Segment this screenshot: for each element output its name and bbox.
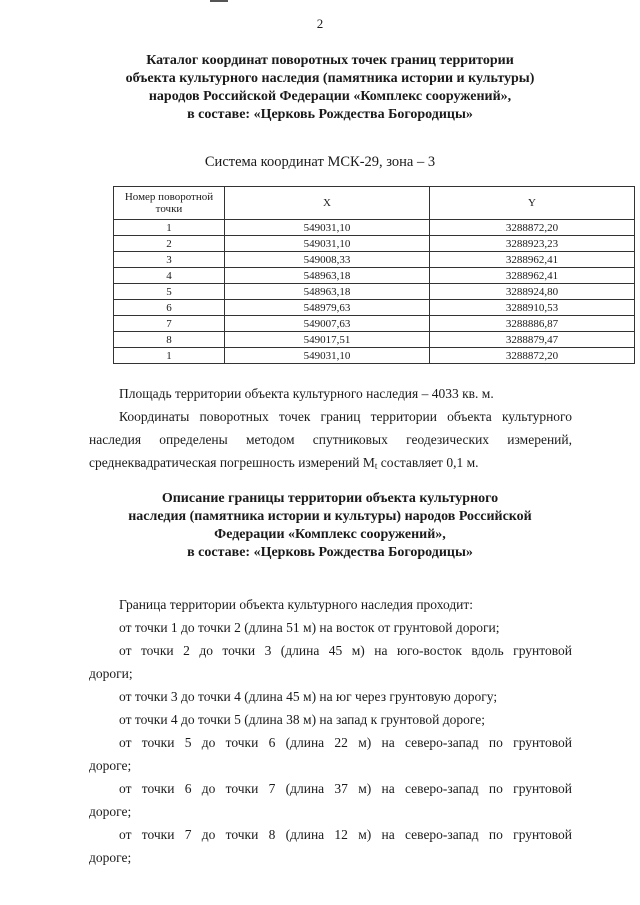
accuracy-subscript: t: [374, 461, 378, 471]
cell-y: 3288872,20: [430, 348, 635, 364]
scan-mark: [210, 0, 228, 2]
cell-point: 4: [114, 268, 225, 284]
table-row: [114, 252, 635, 268]
cell-y: 3288872,20: [430, 220, 635, 236]
table-row: [114, 316, 635, 332]
boundary-description: [89, 593, 572, 869]
catalog-heading-line: народов Российской Федерации «Комплекс сооружений»,: [148, 89, 512, 104]
table-row: [114, 236, 635, 252]
catalog-heading-line: в составе: «Церковь Рождества Богородицы»: [187, 107, 473, 122]
table-row: [114, 268, 635, 284]
column-header-y: Y: [430, 187, 635, 220]
accuracy-line: среднеквадратическая погрешность измерений $M_t$ составляет 0,1 м.: [89, 455, 479, 471]
table-row: [114, 348, 635, 364]
description-heading-line: в составе: «Церковь Рождества Богородицы»: [187, 545, 473, 560]
method-line: наследия определены методом спутниковых геодезических измерений,: [89, 432, 572, 447]
description-heading: [80, 490, 580, 562]
cell-point: 1: [114, 348, 225, 364]
segment-2-3-continued: дороги;: [89, 666, 133, 681]
cell-point: 1: [114, 220, 225, 236]
table-header-row: [114, 187, 635, 220]
cell-x: 549031,10: [225, 348, 430, 364]
cell-point: 7: [114, 316, 225, 332]
cell-point: 3: [114, 252, 225, 268]
column-header-point: Номер поворотной точки: [114, 187, 225, 220]
segment-7-8-continued: дороге;: [89, 850, 132, 865]
catalog-heading: [80, 52, 580, 124]
coordinate-system: Система координат МСК-29, зона – 3: [204, 154, 436, 170]
method-line: Координаты поворотных точек границ территории объекта культурного: [119, 409, 572, 424]
cell-x: 549031,10: [225, 220, 430, 236]
cell-point: 2: [114, 236, 225, 252]
table-row: [114, 220, 635, 236]
cell-x: 549007,63: [225, 316, 430, 332]
cell-y: 3288962,41: [430, 268, 635, 284]
cell-y: 3288923,23: [430, 236, 635, 252]
segment-5-6-continued: дороге;: [89, 758, 132, 773]
boundary-intro: Граница территории объекта культурного наследия проходит:: [119, 597, 474, 612]
cell-y: 3288886,87: [430, 316, 635, 332]
cell-x: 548963,18: [225, 268, 430, 284]
cell-x: 549008,33: [225, 252, 430, 268]
area-and-method-paragraphs: [89, 382, 572, 478]
cell-x: 548963,18: [225, 284, 430, 300]
segment-7-8: от точки 7 до точки 8 (длина 12 м) на северо-запад по грунтовой: [119, 827, 572, 842]
cell-y: 3288910,53: [430, 300, 635, 316]
cell-y: 3288879,47: [430, 332, 635, 348]
segment-4-5: от точки 4 до точки 5 (длина 38 м) на запад к грунтовой дороге;: [119, 712, 485, 727]
segment-2-3: от точки 2 до точки 3 (длина 45 м) на юго-восток вдоль грунтовой: [119, 643, 572, 658]
segment-5-6: от точки 5 до точки 6 (длина 22 м) на северо-запад по грунтовой: [119, 735, 572, 750]
cell-y: 3288924,80: [430, 284, 635, 300]
description-heading-line: Описание границы территории объекта культурного: [161, 491, 499, 506]
table-row: [114, 332, 635, 348]
cell-point: 6: [114, 300, 225, 316]
table-row: [114, 300, 635, 316]
segment-1-2: от точки 1 до точки 2 (длина 51 м) на восток от грунтовой дороги;: [119, 620, 500, 635]
table-row: [114, 284, 635, 300]
segment-6-7-continued: дороге;: [89, 804, 132, 819]
page-number: 2: [316, 16, 324, 31]
segment-6-7: от точки 6 до точки 7 (длина 37 м) на северо-запад по грунтовой: [119, 781, 572, 796]
catalog-heading-line: Каталог координат поворотных точек границ территории: [146, 53, 514, 68]
description-heading-line: наследия (памятника истории и культуры) народов Российской: [128, 509, 532, 524]
area-text: Площадь территории объекта культурного наследия – 4033 кв. м.: [119, 386, 494, 401]
catalog-heading-line: объекта культурного наследия (памятника истории и культуры): [125, 71, 535, 86]
cell-x: 549031,10: [225, 236, 430, 252]
cell-point: 8: [114, 332, 225, 348]
cell-y: 3288962,41: [430, 252, 635, 268]
description-heading-line: Федерации «Комплекс сооружений»,: [214, 527, 446, 542]
cell-point: 5: [114, 284, 225, 300]
segment-3-4: от точки 3 до точки 4 (длина 45 м) на юг через грунтовую дорогу;: [119, 689, 498, 704]
coordinates-table: [113, 186, 635, 364]
column-header-x: X: [225, 187, 430, 220]
cell-x: 549017,51: [225, 332, 430, 348]
cell-x: 548979,63: [225, 300, 430, 316]
coordinates-table-body: [114, 220, 635, 364]
